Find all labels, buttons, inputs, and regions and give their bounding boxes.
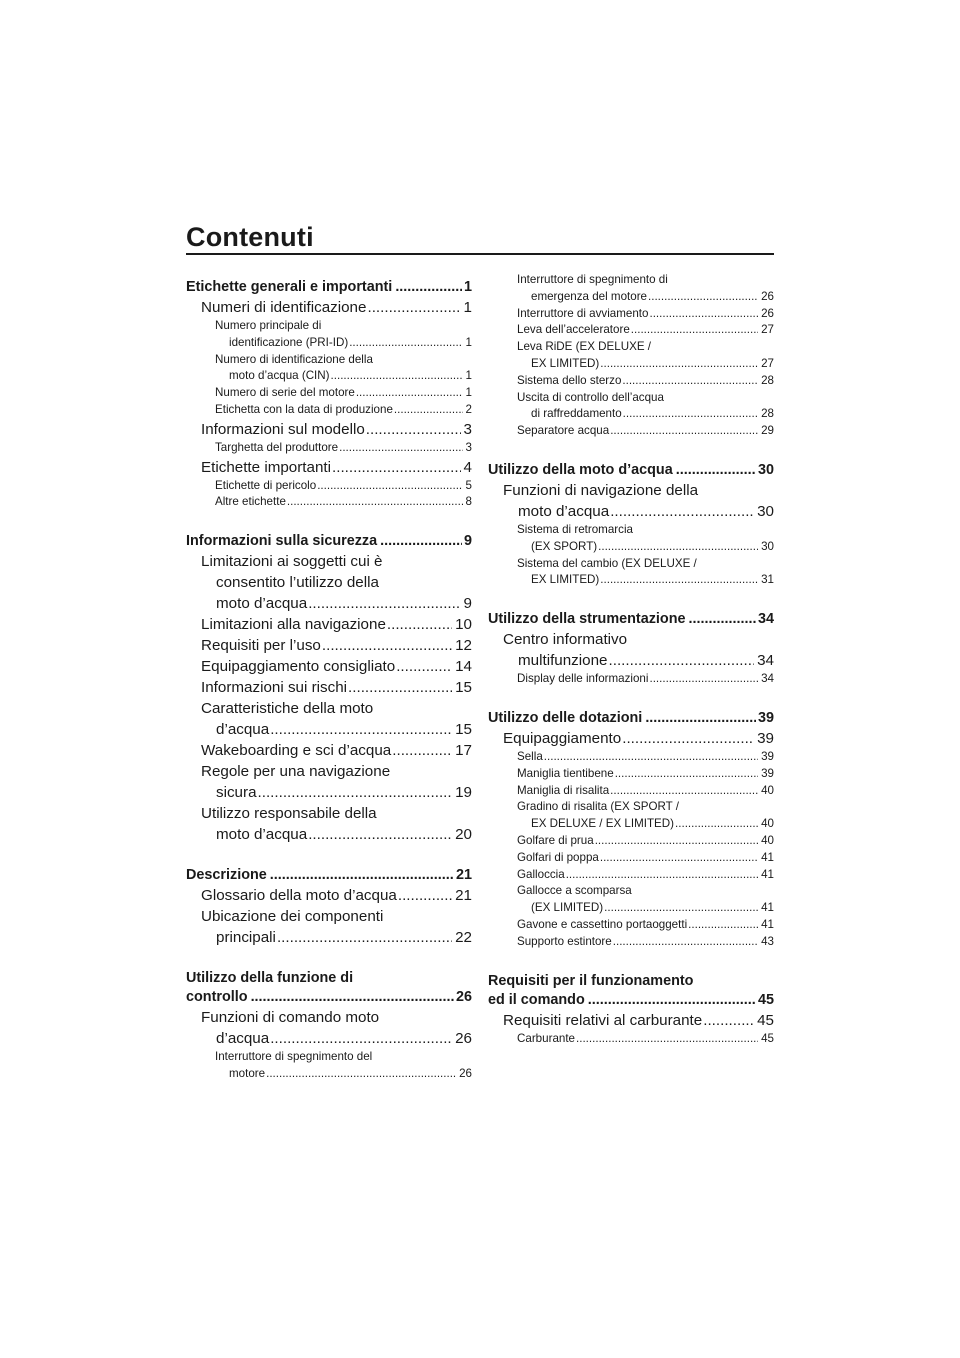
toc-entry[interactable]	[488, 749, 774, 766]
toc-entry[interactable]	[186, 402, 472, 419]
toc-page-number: 26	[761, 306, 774, 320]
toc-page-number: 40	[761, 783, 774, 797]
toc-page-number: 34	[761, 672, 774, 686]
toc-entry-text: Interruttore di avviamento	[517, 306, 649, 320]
toc-page-number: 28	[761, 373, 774, 387]
toc-entry[interactable]	[186, 532, 472, 551]
dot-leader	[598, 539, 758, 556]
toc-entry-text: Golfari di poppa	[517, 850, 599, 864]
dot-leader	[576, 1031, 758, 1048]
toc-page-number: 41	[761, 901, 774, 915]
toc-page-number: 26	[459, 1066, 472, 1080]
toc-entry-text: Ubicazione dei componenti	[201, 908, 384, 926]
toc-entry-text: Etichette di pericolo	[215, 478, 317, 492]
toc-page-number: 21	[455, 887, 472, 905]
toc-entry[interactable]	[186, 656, 472, 677]
toc-entry-text: Requisiti relativi al carburante	[503, 1011, 703, 1029]
toc-entry-text: moto d’acqua	[216, 595, 308, 613]
toc-entry[interactable]	[488, 390, 774, 424]
dot-leader	[689, 610, 756, 629]
toc-entry[interactable]	[186, 297, 472, 318]
toc-page-number: 2	[465, 402, 472, 416]
dot-leader	[331, 368, 463, 385]
toc-entry-text: Sistema di retromarcia	[517, 522, 633, 536]
toc-entry[interactable]	[186, 278, 472, 297]
toc-page-number: 39	[761, 766, 774, 780]
toc-entry[interactable]	[488, 728, 774, 749]
dot-leader	[604, 900, 758, 917]
toc-entry-text: Etichette generali e importanti	[186, 279, 393, 295]
dot-leader	[277, 927, 452, 948]
toc-entry-text: EX LIMITED)	[531, 356, 600, 370]
toc-entry-text: Supporto estintore	[517, 934, 612, 948]
dot-leader	[610, 501, 754, 522]
toc-entry[interactable]	[488, 1031, 774, 1048]
toc-entry[interactable]	[488, 339, 774, 373]
toc-entry-text: Leva dell’acceleratore	[517, 323, 630, 337]
toc-entry-text: Limitazioni ai soggetti cui è	[201, 553, 383, 571]
toc-page-number: 40	[761, 817, 774, 831]
dot-leader	[356, 385, 463, 402]
toc-entry-text: sicura	[216, 784, 257, 802]
toc-entry[interactable]	[186, 614, 472, 635]
toc-entry-text: (EX SPORT)	[531, 539, 598, 553]
toc-entry[interactable]	[488, 629, 774, 671]
toc-entry-text: principali	[216, 929, 276, 947]
dot-leader	[317, 478, 462, 495]
dot-leader	[367, 297, 460, 318]
toc-entry[interactable]	[488, 556, 774, 590]
toc-entry[interactable]	[488, 522, 774, 556]
toc-entry[interactable]	[488, 972, 774, 1010]
toc-entry-text: Targhetta del produttore	[215, 440, 339, 454]
toc-page-number: 1	[465, 369, 472, 383]
dot-leader	[308, 593, 460, 614]
dot-leader	[396, 656, 452, 677]
dot-leader	[676, 461, 756, 480]
toc-entry[interactable]	[186, 440, 472, 457]
toc-entry-text: Golfare di prua	[517, 833, 594, 847]
toc-entry[interactable]	[186, 457, 472, 478]
dot-leader	[544, 749, 758, 766]
toc-entry[interactable]	[488, 917, 774, 934]
toc-entry[interactable]	[186, 1007, 472, 1049]
dot-leader	[270, 1028, 452, 1049]
toc-entry-text: EX DELUXE / EX LIMITED)	[531, 817, 675, 831]
dot-leader	[688, 917, 758, 934]
toc-entry-text: di raffreddamento	[531, 407, 622, 421]
toc-entry[interactable]	[186, 494, 472, 511]
dot-leader	[645, 709, 756, 728]
toc-entry[interactable]	[488, 272, 774, 306]
toc-page-number: 27	[761, 356, 774, 370]
toc-entry-text: Utilizzo della moto d’acqua	[488, 461, 673, 478]
toc-entry-text: Etichette importanti	[201, 458, 331, 476]
toc-page-number: 1	[465, 386, 472, 400]
toc-entry-text: controllo	[186, 989, 248, 1006]
toc-page-number: 14	[455, 658, 472, 676]
dot-leader	[322, 635, 452, 656]
toc-entry[interactable]	[488, 461, 774, 480]
dot-leader	[339, 440, 462, 457]
dot-leader	[395, 278, 462, 297]
toc-entry-text: Gallocce a scomparsa	[517, 884, 632, 898]
toc-entry-text: EX LIMITED)	[531, 573, 600, 587]
toc-page-number: 41	[761, 917, 774, 931]
toc-entry-text: Regole per una navigazione	[201, 763, 391, 781]
toc-entry[interactable]	[186, 740, 472, 761]
toc-entry-text: Maniglia tientibene	[517, 766, 614, 780]
toc-entry-text: Uscita di controllo dell’acqua	[517, 390, 664, 404]
toc-entry-text: moto d’acqua (CIN)	[229, 369, 330, 383]
dot-leader	[398, 885, 452, 906]
toc-page-number: 29	[761, 424, 774, 438]
toc-entry-text: Numero di identificazione della	[215, 352, 373, 366]
toc-page-number: 31	[761, 573, 774, 587]
toc-entry[interactable]	[186, 385, 472, 402]
toc-entry-text: identificazione (PRI-ID)	[229, 335, 349, 349]
dot-leader	[610, 783, 758, 800]
toc-entry[interactable]	[186, 761, 472, 803]
toc-page-number: 28	[761, 407, 774, 421]
toc-entry-text: Numero principale di	[215, 319, 322, 332]
dot-leader	[566, 867, 758, 884]
toc-entry-text: (EX LIMITED)	[531, 901, 604, 915]
toc-entry-text: Sella	[517, 749, 543, 763]
toc-page-number: 5	[465, 478, 472, 492]
toc-page-number: 3	[463, 420, 472, 438]
toc-entry-text: Informazioni sul modello	[201, 420, 365, 438]
dot-leader	[615, 766, 758, 783]
toc-entry-text: multifunzione	[518, 652, 608, 670]
toc-entry-text: Informazioni sulla sicurezza	[186, 533, 378, 550]
dot-leader	[349, 335, 462, 352]
toc-entry-text: Utilizzo responsabile della	[201, 805, 377, 823]
dot-leader	[595, 833, 758, 850]
toc-page-number: 43	[761, 934, 774, 948]
toc-page-number: 3	[465, 440, 472, 454]
toc-entry-text: Utilizzo delle dotazioni	[488, 709, 643, 726]
toc-page-number: 1	[465, 335, 472, 349]
toc-entry-text: emergenza del motore	[531, 289, 647, 303]
toc-entry[interactable]	[488, 610, 774, 629]
toc-page-number: 26	[455, 989, 472, 1006]
toc-page-number: 39	[757, 729, 774, 747]
toc-page-number: 22	[455, 929, 472, 947]
toc-entry-text: Limitazioni alla navigazione	[201, 616, 386, 634]
toc-page-number: 40	[761, 833, 774, 847]
toc-entry[interactable]	[488, 306, 774, 323]
toc-entry-text: Informazioni sui rischi	[201, 679, 348, 697]
toc-entry-text: Utilizzo della funzione di	[186, 970, 354, 987]
toc-entry[interactable]	[186, 866, 472, 885]
toc-page-number: 9	[463, 595, 472, 613]
toc-entry-text: Leva RiDE (EX DELUXE /	[517, 340, 652, 354]
dot-leader	[600, 572, 758, 589]
dot-leader	[270, 719, 452, 740]
toc-entry[interactable]	[488, 480, 774, 522]
toc-page-number: 39	[757, 709, 774, 726]
dot-leader	[266, 1066, 456, 1083]
toc-entry[interactable]	[186, 551, 472, 614]
toc-entry-text: Maniglia di risalita	[517, 783, 610, 797]
toc-page-number: 4	[463, 458, 472, 476]
toc-entry[interactable]	[186, 478, 472, 495]
toc-entry[interactable]	[488, 934, 774, 951]
toc-entry-text: Sistema dello sterzo	[517, 373, 622, 387]
toc-entry-text: Numero di serie del motore	[215, 386, 355, 400]
dot-leader	[251, 988, 454, 1007]
dot-leader	[622, 373, 758, 390]
toc-page-number: 1	[463, 299, 472, 316]
dot-leader	[631, 322, 758, 339]
toc-page-number: 21	[455, 867, 472, 884]
toc-entry-text: ed il comando	[488, 991, 585, 1008]
dot-leader	[649, 306, 758, 323]
dot-leader	[332, 457, 461, 478]
dot-leader	[703, 1010, 754, 1031]
toc-page-number: 26	[455, 1030, 472, 1048]
toc-entry-text: Etichetta con la data di produzione	[215, 402, 393, 416]
toc-entry[interactable]	[488, 766, 774, 783]
dot-leader	[623, 406, 758, 423]
dot-leader	[348, 677, 452, 698]
toc-entry-text: Carburante	[517, 1031, 576, 1045]
title-rule	[186, 253, 774, 255]
toc-page-number: 8	[465, 495, 472, 509]
dot-leader	[649, 671, 758, 688]
toc-entry-text: Requisiti per l’uso	[201, 637, 321, 655]
dot-leader	[588, 991, 756, 1010]
dot-leader	[258, 782, 453, 803]
dot-leader	[308, 824, 452, 845]
toc-page-number: 41	[761, 850, 774, 864]
dot-leader	[387, 614, 452, 635]
toc-entry-text: Interruttore di spegnimento del	[215, 1050, 373, 1064]
dot-leader	[366, 419, 461, 440]
toc-page-number: 45	[761, 1031, 774, 1045]
toc-entry[interactable]	[488, 671, 774, 688]
toc-page-number: 30	[757, 502, 774, 520]
toc-page-number: 34	[757, 611, 774, 628]
toc-entry[interactable]	[186, 698, 472, 740]
toc-page-number: 26	[761, 289, 774, 303]
toc-entry-text: moto d’acqua	[518, 502, 610, 520]
toc-entry-text: Funzioni di comando moto	[201, 1009, 380, 1027]
toc-entry-text: d’acqua	[216, 721, 270, 739]
toc-entry[interactable]	[488, 833, 774, 850]
toc-entry-text: Requisiti per il funzionamento	[488, 972, 694, 989]
toc-entry-text: Wakeboarding e sci d’acqua	[201, 742, 392, 760]
dot-leader	[609, 650, 755, 671]
toc-page-number: 20	[455, 826, 472, 844]
toc-page-number: 10	[455, 616, 472, 634]
toc-entry[interactable]	[186, 906, 472, 948]
toc-page-number: 30	[757, 461, 774, 478]
toc-entry[interactable]	[488, 850, 774, 867]
dot-leader	[675, 816, 758, 833]
toc-entry[interactable]	[186, 969, 472, 1007]
toc-entry-text: Numeri di identificazione	[201, 299, 367, 316]
toc-page-number: 17	[455, 742, 472, 760]
dot-leader	[270, 866, 454, 885]
toc-entry[interactable]	[488, 423, 774, 440]
toc-page-number: 45	[757, 991, 774, 1008]
toc-column-left	[186, 278, 472, 1083]
toc-entry-text: moto d’acqua	[216, 826, 308, 844]
toc-page-number: 27	[761, 323, 774, 337]
toc-entry-text: Separatore acqua	[517, 424, 610, 438]
toc-entry[interactable]	[186, 419, 472, 440]
toc-entry[interactable]	[488, 883, 774, 917]
toc-entry-text: Descrizione	[186, 867, 267, 884]
dot-leader	[287, 494, 463, 511]
page-title: Contenuti	[186, 222, 314, 252]
toc-page-number: 30	[761, 539, 774, 553]
toc-entry[interactable]	[488, 1010, 774, 1031]
toc-page-number: 15	[455, 679, 472, 697]
toc-page-number: 39	[761, 749, 774, 763]
toc-page-number: 12	[455, 637, 472, 655]
dot-leader	[392, 740, 452, 761]
toc-entry-text: Centro informativo	[503, 631, 628, 649]
dot-leader	[600, 356, 758, 373]
toc-entry[interactable]	[186, 318, 472, 352]
dot-leader	[600, 850, 758, 867]
toc-entry-text: d’acqua	[216, 1030, 270, 1048]
dot-leader	[394, 402, 463, 419]
toc-page-number: 45	[757, 1011, 774, 1029]
toc-entry[interactable]	[488, 322, 774, 339]
toc-page-number: 9	[463, 533, 472, 550]
dot-leader	[648, 289, 758, 306]
toc-entry-text: Caratteristiche della moto	[201, 700, 374, 718]
toc-entry[interactable]	[186, 885, 472, 906]
toc-entry[interactable]	[186, 352, 472, 386]
toc-entry-text: Display delle informazioni	[517, 672, 649, 686]
toc-page-number: 41	[761, 867, 774, 881]
dot-leader	[610, 423, 758, 440]
toc-entry-text: Funzioni di navigazione della	[503, 481, 699, 499]
toc-entry[interactable]	[488, 709, 774, 728]
toc-entry-text: Galloccia	[517, 867, 565, 881]
toc-entry-text: Equipaggiamento	[503, 729, 622, 747]
toc-entry[interactable]	[488, 799, 774, 833]
dot-leader	[380, 532, 462, 551]
toc-entry[interactable]	[186, 803, 472, 845]
toc-entry-text: Gradino di risalita (EX SPORT /	[517, 800, 679, 814]
toc-entry-text: Interruttore di spegnimento di	[517, 273, 668, 286]
toc-page-number: 15	[455, 721, 472, 739]
toc-entry[interactable]	[186, 635, 472, 656]
toc-page-number: 1	[463, 279, 472, 295]
toc-entry-text: Equipaggiamento consigliato	[201, 658, 396, 676]
toc-entry[interactable]	[186, 1049, 472, 1083]
toc-entry[interactable]	[186, 677, 472, 698]
toc-page-number: 19	[455, 784, 472, 802]
toc-entry[interactable]	[488, 867, 774, 884]
dot-leader	[613, 934, 758, 951]
toc-entry-text: Sistema del cambio (EX DELUXE /	[517, 556, 697, 570]
toc-entry[interactable]	[488, 373, 774, 390]
toc-page-number: 34	[757, 652, 774, 670]
toc-entry-text: motore	[229, 1066, 266, 1080]
toc-entry-text: consentito l’utilizzo della	[216, 574, 379, 592]
toc-entry-text: Gavone e cassettino portaoggetti	[517, 917, 688, 931]
toc-entry-text: Glossario della moto d’acqua	[201, 887, 397, 905]
toc-entry-text: Utilizzo della strumentazione	[488, 611, 686, 628]
dot-leader	[622, 728, 754, 749]
toc-column-right	[488, 272, 774, 1047]
toc-entry-text: Altre etichette	[215, 495, 286, 509]
toc-entry[interactable]	[488, 783, 774, 800]
